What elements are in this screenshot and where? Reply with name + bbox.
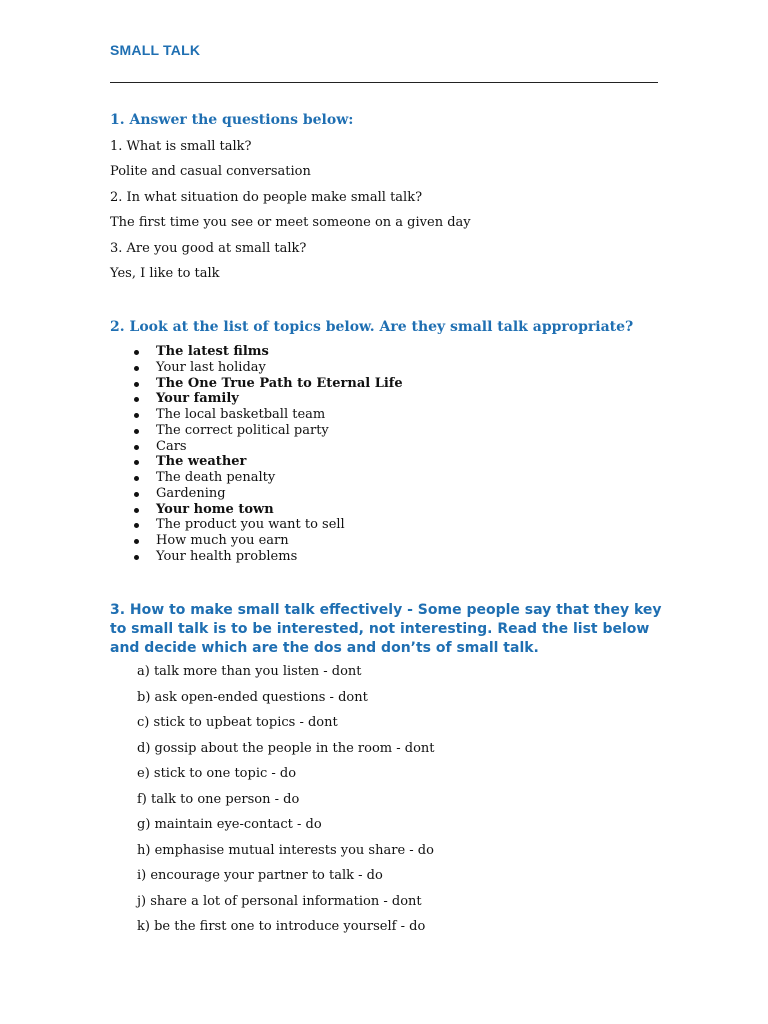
section1-heading: 1. Answer the questions below: xyxy=(110,112,354,128)
section3-heading: 3. How to make small talk effectively - Some people say that they key to small talk is to be interested, not interesting. Read the list below and decide which are the dos and don’ts of small talk. xyxy=(110,602,662,656)
topic-label: The product you want to sell xyxy=(156,517,345,533)
topic-label: Your home town xyxy=(156,501,274,517)
bullet-icon xyxy=(134,555,139,560)
list-item: g) maintain eye-contact - do xyxy=(137,817,322,832)
topic-label: The death penalty xyxy=(156,470,276,485)
bullet-icon xyxy=(134,523,139,528)
page-title: SMALL TALK xyxy=(110,42,201,58)
topic-item xyxy=(134,502,403,518)
topic-item xyxy=(134,549,403,565)
topic-label: Your family xyxy=(156,391,239,407)
topic-item xyxy=(134,533,403,549)
list-item: h) emphasise mutual interests you share - do xyxy=(137,842,434,858)
topic-item xyxy=(134,486,403,502)
topic-label: The One True Path to Eternal Life xyxy=(156,375,403,391)
answer-3: Yes, I like to talk xyxy=(110,266,220,281)
topic-item xyxy=(134,423,403,439)
bullet-icon xyxy=(134,350,139,355)
list-item: c) stick to upbeat topics - dont xyxy=(137,715,338,730)
topic-label: The latest films xyxy=(156,344,269,359)
topic-item xyxy=(134,407,403,423)
topic-item xyxy=(134,454,403,470)
bullet-icon xyxy=(134,366,139,371)
bullet-icon xyxy=(134,397,139,402)
topic-item xyxy=(134,391,403,407)
dos-donts-list xyxy=(137,664,435,945)
topic-label: The weather xyxy=(156,454,247,470)
topic-label: The correct political party xyxy=(156,422,329,438)
section2-heading: 2. Look at the list of topics below. Are they small talk appropriate? xyxy=(110,319,634,335)
topic-label: Your health problems xyxy=(156,548,298,564)
divider xyxy=(110,82,658,83)
list-item: j) share a lot of personal information - dont xyxy=(137,893,422,909)
bullet-icon xyxy=(134,460,139,465)
question-3: 3. Are you good at small talk? xyxy=(110,241,307,256)
topic-item xyxy=(134,344,403,360)
list-item: k) be the first one to introduce yourself - do xyxy=(137,919,426,934)
question-2: 2. In what situation do people make small talk? xyxy=(110,190,423,205)
bullet-icon xyxy=(134,382,139,387)
bullet-icon xyxy=(134,539,139,544)
bullet-icon xyxy=(134,492,139,497)
answer-1: Polite and casual conversation xyxy=(110,164,311,179)
topic-label: Your last holiday xyxy=(156,359,266,375)
list-item: b) ask open-ended questions - dont xyxy=(137,689,368,705)
topic-label: How much you earn xyxy=(156,533,289,548)
bullet-icon xyxy=(134,429,139,434)
topic-item xyxy=(134,517,403,533)
topic-item xyxy=(134,439,403,455)
bullet-icon xyxy=(134,476,139,481)
list-item: i) encourage your partner to talk - do xyxy=(137,868,383,883)
list-item: d) gossip about the people in the room - dont xyxy=(137,740,435,756)
topic-item xyxy=(134,360,403,376)
question-1: 1. What is small talk? xyxy=(110,139,252,154)
bullet-icon xyxy=(134,445,139,450)
topics-list xyxy=(134,344,403,565)
list-item: f) talk to one person - do xyxy=(137,791,300,807)
topic-label: Cars xyxy=(156,438,187,454)
topic-item xyxy=(134,470,403,486)
topic-label: Gardening xyxy=(156,485,226,501)
bullet-icon xyxy=(134,508,139,513)
list-item: e) stick to one topic - do xyxy=(137,766,297,781)
topic-item xyxy=(134,376,403,392)
answer-2: The first time you see or meet someone on a given day xyxy=(110,215,471,230)
list-item: a) talk more than you listen - dont xyxy=(137,664,362,679)
topic-label: The local basketball team xyxy=(156,407,326,422)
bullet-icon xyxy=(134,413,139,418)
